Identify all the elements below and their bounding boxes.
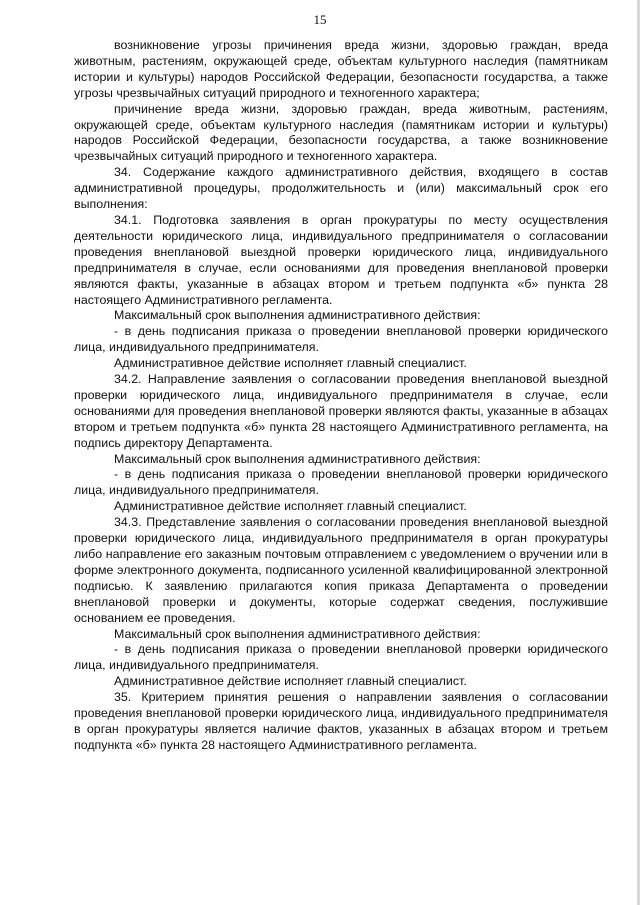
paragraph-34-3-term-heading: Максимальный срок выполнения административного действия: [114,626,481,641]
document-body [74,38,608,754]
paragraph-34-1-executor: Административное действие исполняет главный специалист. [114,356,467,371]
paragraph-34-2-term-heading: Максимальный срок выполнения административного действия: [114,451,481,466]
paragraph-harm: причинение вреда жизни, здоровью граждан, вреда животным, растениям, окружающей среде, объектам культурного наследия (памятникам истории и культуры) народов Российской Федерации, безопасности государства, а также возникновение чрезвычайных ситуаций природного и техногенного характера. [74,101,608,164]
paragraph-34-1: 34.1. Подготовка заявления в орган прокуратуры по месту осуществления деятельности юридического лица, индивидуального предпринимателя о согласовании проведения внеплановой выездной проверки юридического лица, индивидуального предпринимателя в случае, если основаниями для проведения внеплановой проверки являются факты, указанные в абзацах втором и третьем подпункта «б» пункта 28 настоящего Административного регламента. [74,212,608,307]
paragraph-34-2-executor: Административное действие исполняет главный специалист. [114,499,467,514]
page-number: 15 [313,12,327,27]
paragraph-34-3-term: - в день подписания приказа о проведении внеплановой проверки юридического лица, индивидуального предпринимателя. [74,642,608,673]
paragraph-34-1-term: - в день подписания приказа о проведении внеплановой проверки юридического лица, индивидуального предпринимателя. [74,324,608,355]
paragraph-threat: возникновение угрозы причинения вреда жизни, здоровью граждан, вреда животным, растениям, окружающей среде, объектам культурного наследия (памятникам истории и культуры) народов Российской Федерации, безопасности государства, а также угрозы чрезвычайных ситуаций природного и техногенного характера; [74,38,608,100]
paragraph-34-3-executor: Административное действие исполняет главный специалист. [114,674,467,689]
paragraph-34-2: 34.2. Направление заявления о согласовании проведения внеплановой выездной проверки юридического лица, индивидуального предпринимателя в случае, если основаниями для проведения внеплановой проверки являются факты, указанные в абзацах втором и третьем подпункта «б» пункта 28 настоящего Административного регламента, на подпись директору Департамента. [74,372,608,450]
paragraph-34-2-term: - в день подписания приказа о проведении внеплановой проверки юридического лица, индивидуального предпринимателя. [74,467,608,498]
paragraph-34-3: 34.3. Представление заявления о согласовании проведения внеплановой выездной проверки юридического лица, индивидуального предпринимателя в орган прокуратуры либо направление его заказным почтовым отправлением с уведомлением о вручении или в форме электронного документа, подписанного усиленной квалифицированной электронной подписью. К заявлению прилагаются копия приказа Департамента о проведении внеплановой проверки и документы, которые содержат сведения, послужившие основанием ее проведения. [74,515,608,625]
paragraph-34: 34. Содержание каждого административного действия, входящего в состав административной процедуры, продолжительность и (или) максимальный срок его выполнения: [74,165,608,212]
paragraph-34-1-term-heading: Максимальный срок выполнения административного действия: [114,308,481,323]
paragraph-35: 35. Критерием принятия решения о направлении заявления о согласовании проведения внеплановой проверки юридического лица, индивидуального предпринимателя в орган прокуратуры является наличие фактов, указанных в абзацах втором и третьем подпункта «б» пункта 28 настоящего Административного регламента. [74,690,608,752]
